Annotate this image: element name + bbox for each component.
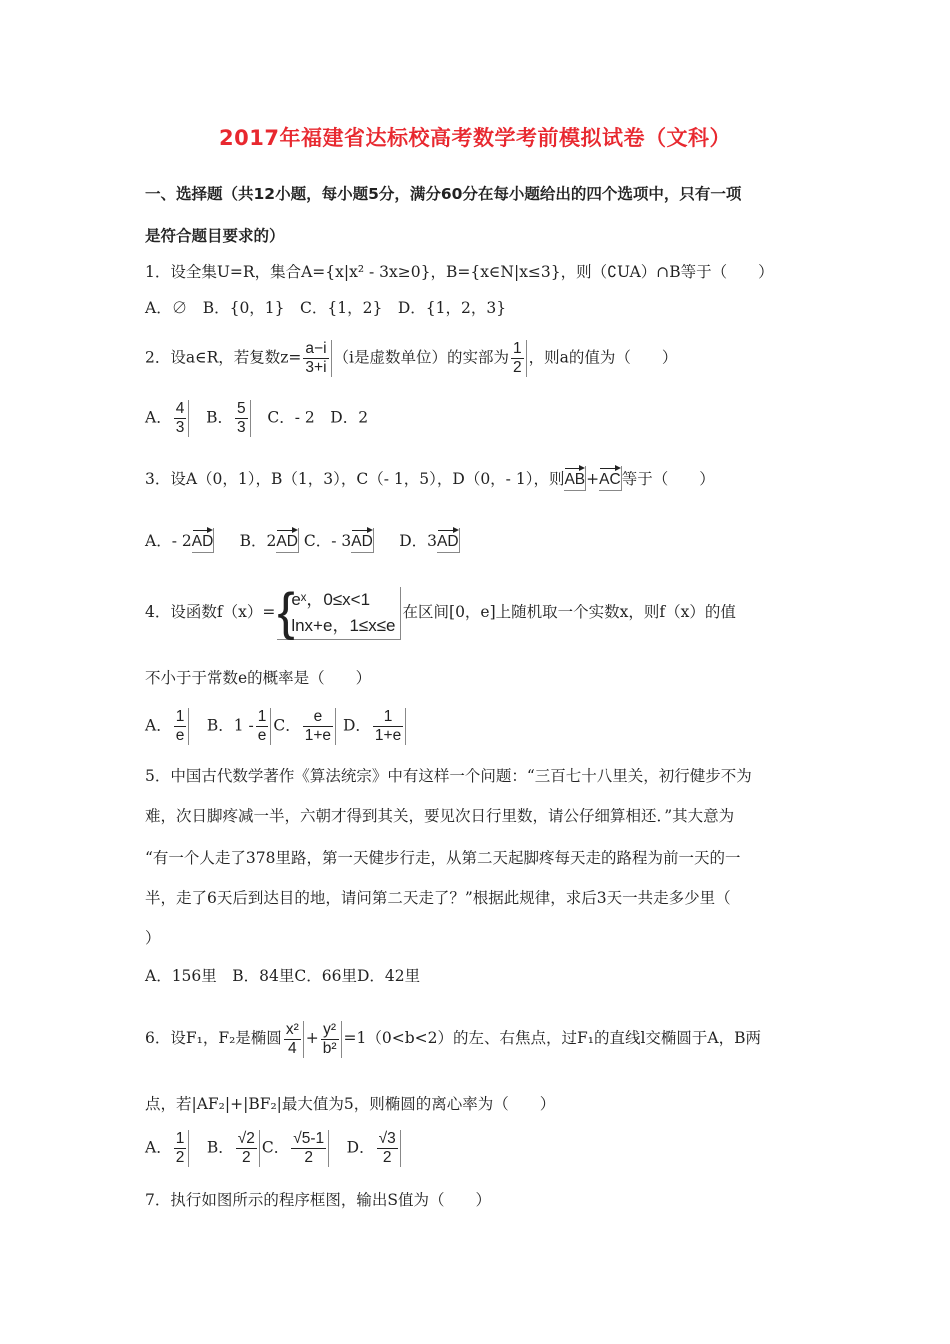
q6-ellipse-term-2 [321, 1021, 342, 1058]
q4-piecewise-function [277, 582, 400, 641]
q4-case-2: lnx+e，1≤x≤e [291, 615, 396, 635]
q2-z-numerator: a−i [305, 340, 327, 357]
q2-a-num: 4 [175, 400, 185, 417]
q6-y2: y² [321, 1021, 339, 1040]
question-6-stem [145, 1016, 761, 1060]
question-5-line3: “有一个人走了378里路，第一天健步行走，从第二天起脚疼每天走的路程为前一天的一 [145, 849, 741, 867]
q3-post-text: 等于（ ） [621, 470, 715, 488]
q6-d-num: √3 [378, 1130, 396, 1147]
q4-option-b-fraction [256, 708, 272, 745]
q4-b-den: e [257, 727, 267, 744]
question-5-line1: 5．中国古代数学著作《算法统宗》中有这样一个问题：“三百七十八里关，初行健步不为 [145, 767, 752, 785]
q6-option-d-fraction [377, 1130, 401, 1167]
question-5-line4: 半，走了6天后到达目的地，请问第二天走了？”根据此规律，求后3天一共走多少里（ [145, 889, 731, 907]
q3-vector-ac: AC [599, 466, 622, 491]
question-4-options [145, 708, 408, 745]
question-3-stem [145, 466, 715, 491]
q6-x2: x² [285, 1020, 299, 1038]
q6-b-num: √2 [237, 1130, 255, 1147]
question-5-options: A．156里 B．84里C．66里D．42里 [145, 967, 421, 985]
q3-vector-ad-d: AD [437, 528, 460, 553]
question-6-line2: 点，若|AF₂|+|BF₂|最大值为5，则椭圆的离心率为（ ） [145, 1095, 556, 1113]
q4-option-a-label: A． [145, 716, 172, 735]
section-heading-line2: 是符合题目要求的） [145, 227, 285, 245]
q6-option-a-fraction [174, 1130, 190, 1167]
q2-half-fraction [511, 340, 527, 377]
section-heading-line1: 一、选择题（共12小题，每小题5分，满分60分在每小题给出的四个选项中，只有一项 [145, 185, 742, 203]
q2-option-b-label: B． [206, 408, 233, 427]
question-5-line5: ） [145, 929, 161, 947]
q4-option-c-fraction [303, 708, 336, 745]
q4-d-den: 1+e [374, 727, 402, 744]
q6-c-den: 2 [304, 1149, 313, 1166]
question-3-options [145, 528, 460, 553]
q2-options-c-d: C．- 2 D．2 [267, 408, 369, 427]
q3-option-a: A．- 2 [145, 532, 192, 550]
q3-vector-ad-a: AD [192, 528, 215, 553]
q3-option-d: D．3 [383, 532, 437, 550]
q4-c-den: 1+e [304, 727, 332, 744]
q3-option-b: B．2 [224, 532, 277, 550]
q6-c-num: √5-1 [293, 1130, 325, 1147]
q2-b-num: 5 [237, 400, 246, 417]
q2-half-numerator: 1 [513, 340, 522, 357]
q4-option-c-label: C． [273, 716, 301, 735]
q4-a-num: 1 [175, 708, 185, 725]
q3-pre-text: 3．设A（0，1），B（1，3），C（- 1，5），D（0，- 1），则 [145, 470, 565, 488]
q2-option-b-fraction [235, 400, 251, 437]
q4-post-text: 在区间[0，e]上随机取一个实数x，则f（x）的值 [402, 603, 736, 621]
q2-half-denominator: 2 [513, 359, 522, 376]
q6-pre-text: 6．设F₁，F₂是椭圆 [145, 1029, 282, 1047]
q4-d-num: 1 [373, 708, 403, 727]
question-1-stem: 1．设全集U=R，集合A={x|x² - 3x≥0}，B={x∈N|x≤3}，则（∁UA）∩B等于（ ） [145, 263, 774, 281]
question-1-options: A．∅ B．{0，1} C．{1，2} D．{1，2，3} [145, 299, 507, 317]
question-4-stem [145, 584, 736, 640]
q4-option-d-label: D． [342, 716, 371, 735]
q2-mid-text: （i是虚数单位）的实部为 [333, 348, 509, 367]
q6-option-b-fraction [236, 1130, 260, 1167]
q2-z-denominator: 3+i [305, 359, 327, 376]
q2-b-den: 3 [237, 419, 246, 436]
q6-b2: b² [322, 1039, 337, 1057]
q6-post-text: （0<b<2）的左、右焦点，过F₁的直线l交椭圆于A，B两 [366, 1029, 762, 1047]
q6-d-den: 2 [382, 1149, 392, 1166]
q2-pre-text: 2．设a∈R，若复数z= [145, 348, 302, 367]
question-6-options [145, 1130, 403, 1167]
q6-b-den: 2 [241, 1149, 251, 1166]
q6-ellipse-term-1 [284, 1021, 304, 1058]
q3-vector-ad-b: AD [276, 528, 299, 553]
q4-case-1: eˣ，0≤x<1 [291, 589, 371, 609]
q6-4: 4 [287, 1039, 297, 1057]
q6-option-a-label: A． [145, 1138, 172, 1157]
q4-a-den: e [175, 727, 185, 744]
question-5-line2: 难，次日脚疼减一半，六朝才得到其关，要见次日行里数，请公仔细算相还．”其大意为 [145, 807, 735, 825]
q2-z-fraction [303, 340, 331, 377]
q6-option-c-fraction [291, 1130, 329, 1167]
question-4-line2: 不小于于常数e的概率是（ ） [145, 669, 372, 687]
q6-plus: + [305, 1029, 319, 1047]
q2-post-text: ，则a的值为（ ） [528, 348, 678, 367]
q4-option-b-label: B．1 - [191, 716, 254, 735]
question-7-stem: 7．执行如图所示的程序框图，输出S值为（ ） [145, 1191, 491, 1209]
question-2-stem [145, 340, 677, 377]
q2-option-a-fraction [174, 400, 190, 437]
q4-c-num: e [303, 708, 333, 727]
q3-plus: + [586, 470, 600, 488]
q6-option-c-label: C． [261, 1138, 290, 1157]
q6-a-den: 2 [175, 1149, 185, 1166]
q4-b-num: 1 [257, 708, 267, 725]
q3-vector-ad-c: AD [351, 528, 374, 553]
q2-option-a-label: A． [145, 408, 172, 427]
q6-eq: =1 [343, 1029, 367, 1047]
question-2-options [145, 400, 368, 437]
q6-option-b-label: B． [191, 1138, 234, 1157]
q6-option-d-label: D． [331, 1138, 375, 1157]
q6-a-num: 1 [175, 1130, 185, 1147]
q2-a-den: 3 [175, 419, 185, 436]
q3-vector-ab: AB [564, 466, 586, 491]
q4-option-d-fraction [373, 708, 406, 745]
q4-option-a-fraction [174, 708, 190, 745]
q4-pre-text: 4．设函数f（x）= [145, 603, 276, 621]
q4-brace: { [277, 582, 295, 641]
page-title: 2017年福建省达标校高考数学考前模拟试卷（文科） [219, 126, 731, 150]
q3-option-c: C．- 3 [303, 532, 352, 550]
